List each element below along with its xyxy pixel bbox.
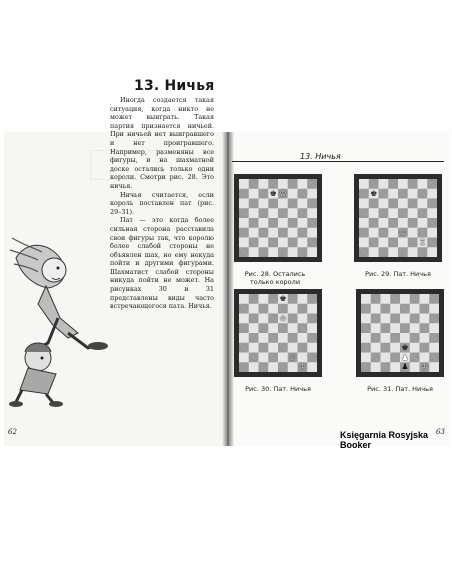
chess-board-squares xyxy=(239,179,317,257)
chess-piece-black: ♟ xyxy=(401,362,409,372)
chess-piece-black: ♚ xyxy=(279,294,287,303)
chess-piece-white: ♔ xyxy=(279,313,287,323)
header-rule xyxy=(232,161,444,162)
chess-board-3 xyxy=(234,289,322,377)
right-page-number: 63 xyxy=(436,428,445,436)
cartoon-kids-illustration xyxy=(8,168,108,408)
caption-fig-28: Рис. 28. Остались только короли xyxy=(244,270,306,286)
chess-piece-white: ♕ xyxy=(289,352,297,362)
paragraph-2: Ничья считается, если король поставлен пат (рис. 29–31). xyxy=(110,190,214,216)
chess-piece-white: ♟ xyxy=(401,352,409,362)
chess-board-1 xyxy=(234,174,322,262)
paragraph-1: Иногда создается такая ситуация, когда никто не может выиграть. Такая партия признается ничьей. При ничьей нет выигравшего и нет проигравшего. Например, разменяны все фигуры, и на шахматной доске остались только одни короли. Смотри рис. 28. Это ничья. xyxy=(110,96,214,190)
chess-board-squares xyxy=(361,294,439,372)
running-header: 13. Ничья xyxy=(300,152,341,161)
chess-piece-black: ♚ xyxy=(269,188,277,198)
watermark-text: Księgarnia Rosyjska Booker xyxy=(340,430,429,450)
left-page-number: 62 xyxy=(8,428,17,436)
chapter-title: 13. Ничья xyxy=(134,78,215,94)
chess-piece-white: ♔ xyxy=(279,188,287,198)
chess-piece-white: ♖ xyxy=(418,237,427,247)
chapter-body-text xyxy=(110,96,214,311)
chess-board-squares xyxy=(359,179,437,257)
chess-piece-black: ♚ xyxy=(401,342,409,352)
caption-fig-31: Рис. 31. Пат. Ничья xyxy=(367,385,433,393)
caption-fig-30: Рис. 30. Пат. Ничья xyxy=(245,385,311,393)
chess-piece-black: ♚ xyxy=(370,188,378,198)
chess-piece-white: ♔ xyxy=(298,362,307,372)
paragraph-3: Пат — это когда более сильная сторона расставила свои фигуры так, что королю более слабой стороны не объявлен шах, но ему некуда пойти и другими фигурами. Шахматист слабой стороны никуда пойти не может. На рисунках 30 и 31 представлены виды часто встречающегося пата. Ничья. xyxy=(110,216,214,311)
chess-board-2 xyxy=(354,174,442,262)
chess-piece-white: ♔ xyxy=(399,227,407,237)
chess-piece-white: ♔ xyxy=(420,362,429,372)
book-gutter xyxy=(222,132,234,446)
caption-fig-29: Рис. 29. Пат. Ничья xyxy=(365,270,431,278)
chess-board-4 xyxy=(356,289,444,377)
chess-board-squares xyxy=(239,294,317,372)
